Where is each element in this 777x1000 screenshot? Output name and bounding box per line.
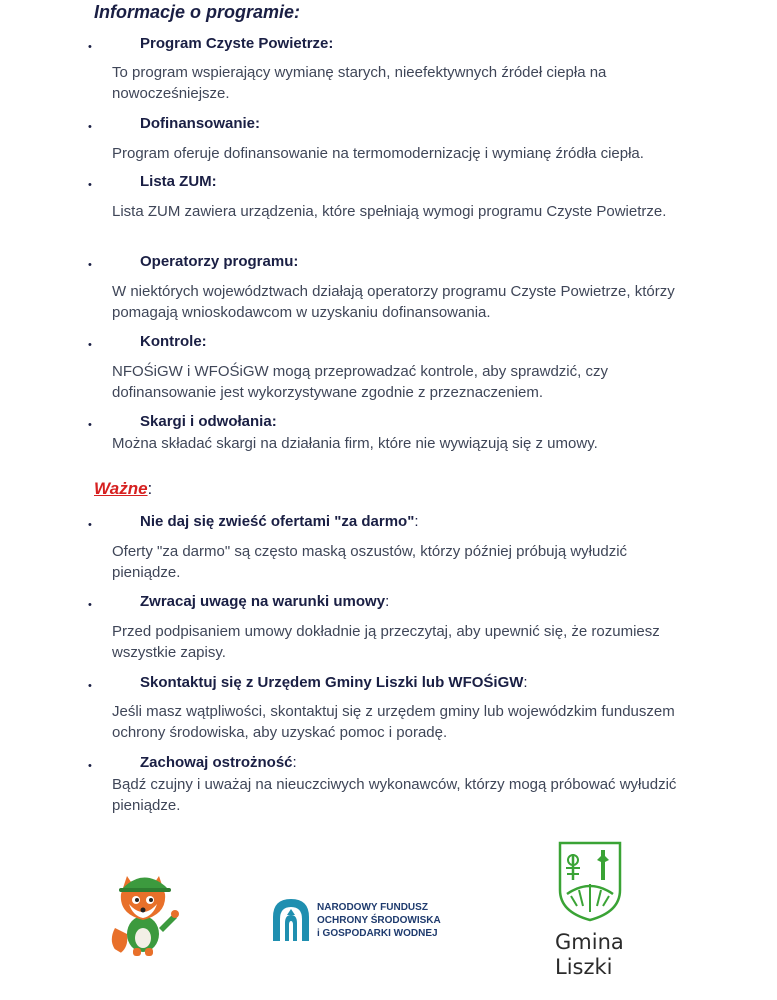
section-heading-important [94,479,152,499]
important-colon: : [147,479,153,498]
gmina-liszki-logo [553,840,633,982]
bullet-icon: • [88,599,92,611]
nfos-line-1: NARODOWY FUNDUSZ [317,902,428,913]
item-title-funding: Dofinansowanie: [140,115,261,132]
item-title-free-offers: Nie daj się zwieść ofertami "za darmo": [140,513,419,530]
item-title-contract-terms: Zwracaj uwagę na warunki umowy: [140,593,390,610]
item-body-contract-terms: Przed podpisaniem umowy dokładnie ją przeczytaj, aby upewnić się, że rozumiesz wszystkie zapisy. [112,623,660,661]
gmina-crest-icon [557,840,623,922]
item-title-zum: Lista ZUM: [140,173,217,190]
gmina-name-line-1: Gmina [555,930,624,954]
item-title-controls: Kontrole: [140,333,207,350]
bullet-icon: • [88,339,92,351]
bullet-icon: • [88,680,92,692]
item-body-operators: W niektórych województwach działają operatorzy programu Czyste Powietrze, którzy pomagają wnioskodawcom w uzyskaniu dofinansowania. [112,283,675,321]
item-body-program: To program wspierający wymianę starych, nieefektywnych źródeł ciepła na nowocześniejsze. [112,64,607,102]
gmina-name-line-2: Liszki [555,955,613,979]
bullet-icon: • [88,419,92,431]
bullet-icon: • [88,41,92,53]
item-title-contact-office: Skontaktuj się z Urzędem Gminy Liszki lub WFOŚiGW: [140,674,528,691]
bullet-icon: • [88,760,92,772]
important-word: Ważne [94,479,148,498]
item-body-caution: Bądź czujny i uważaj na nieuczciwych wykonawców, którzy mogą próbować wyłudzić pieniądze. [112,776,677,814]
bullet-icon: • [88,121,92,133]
section-heading-program-info: Informacje o programie: [94,2,301,22]
bullet-icon: • [88,519,92,531]
item-title-caution: Zachowaj ostrożność: [140,754,297,771]
nfos-line-2: OCHRONY ŚRODOWISKA [317,915,441,926]
fox-mascot-icon [105,868,185,958]
item-title-operators: Operatorzy programu: [140,253,299,270]
item-body-free-offers: Oferty "za darmo" są często maską oszustów, którzy później próbują wyłudzić pieniądze. [112,543,628,581]
bullet-icon: • [88,179,92,191]
item-body-funding: Program oferuje dofinansowanie na termomodernizację i wymianę źródła ciepła. [112,145,644,162]
nfosigw-logo [269,897,459,945]
item-title-program: Program Czyste Powietrze: [140,35,334,52]
item-body-controls: NFOŚiGW i WFOŚiGW mogą przeprowadzać kontrole, aby sprawdzić, czy dofinansowanie jest wykorzystywane zgodnie z przeznaczeniem. [112,363,608,401]
nfosigw-emblem-icon [269,897,313,943]
nfos-line-3: i GOSPODARKI WODNEJ [317,928,438,939]
item-title-complaints: Skargi i odwołania: [140,413,277,430]
item-body-zum: Lista ZUM zawiera urządzenia, które spełniają wymogi programu Czyste Powietrze. [112,203,667,220]
item-body-contact-office: Jeśli masz wątpliwości, skontaktuj się z urzędem gminy lub wojewódzkim funduszem ochrony środowiska, aby uzyskać pomoc i poradę. [112,703,675,741]
bullet-icon: • [88,259,92,271]
item-body-complaints: Można składać skargi na działania firm, które nie wywiązują się z umowy. [112,435,598,452]
